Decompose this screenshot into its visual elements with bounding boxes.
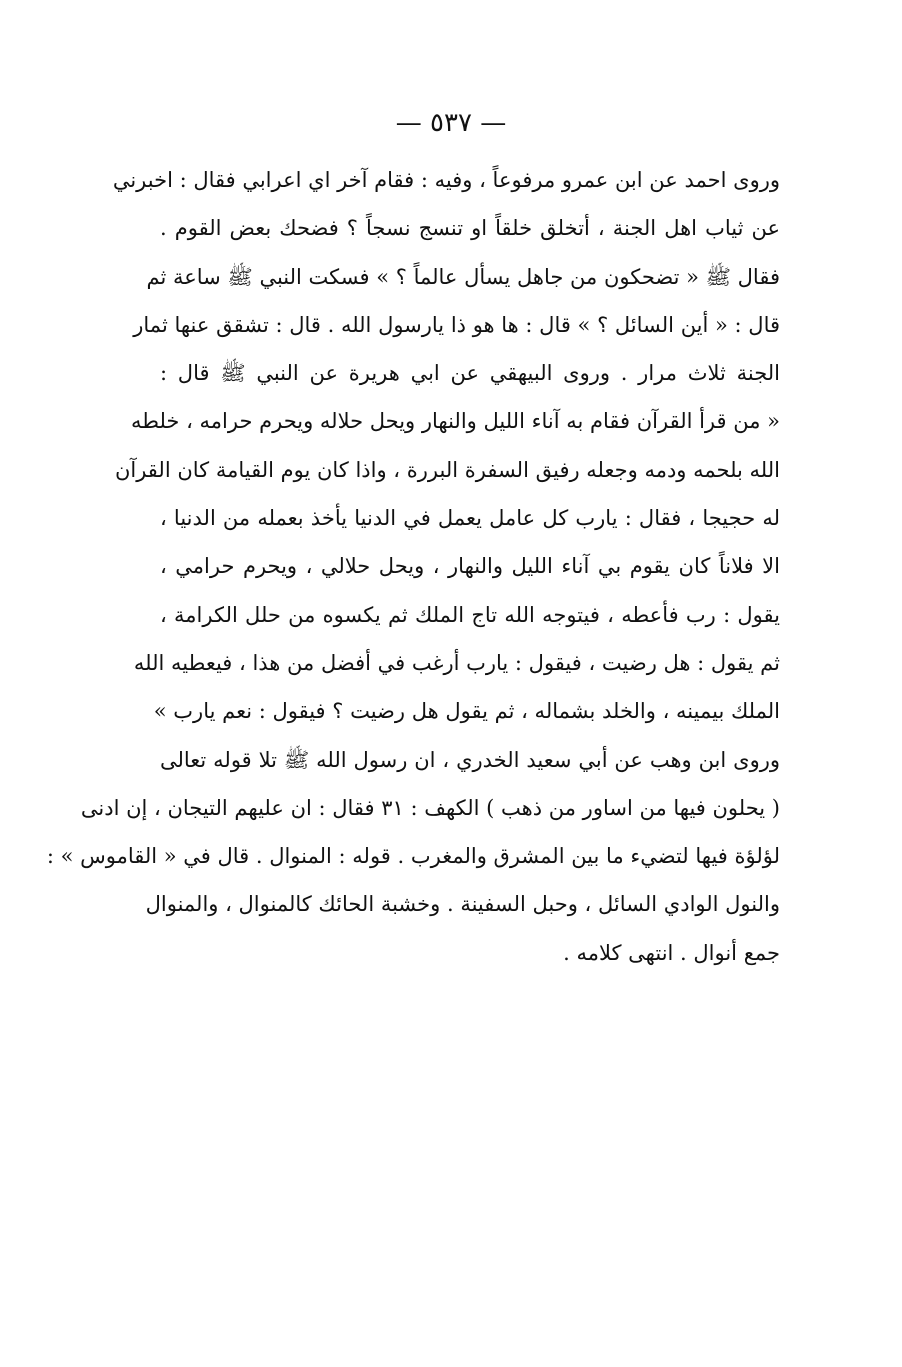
- text-line: الا فلاناً كان يقوم بي آناء الليل والنهار ، ويحل حلالي ، ويحرم حرامي ،: [160, 554, 780, 579]
- text-line: عن ثياب اهل الجنة ، أتخلق خلقاً او تنسج نسجاً ؟ فضحك بعض القوم .: [160, 216, 780, 241]
- text-line: الجنة ثلاث مرار . وروى البيهقي عن ابي هريرة عن النبي ﷺ قال :: [160, 361, 780, 386]
- text-line: والنول الوادي السائل ، وحبل السفينة . وخشبة الحائك كالمنوال ، والمنوال: [145, 892, 780, 917]
- text-line: يقول : رب فأعطه ، فيتوجه الله تاج الملك ثم يكسوه من حلل الكرامة ،: [160, 602, 780, 627]
- text-line: قال : « أين السائل ؟ » قال : ها هو ذا يارسول الله . قال : تشقق عنها ثمار: [133, 312, 780, 337]
- text-line: فقال ﷺ « تضحكون من جاهل يسأل عالماً ؟ » فسكت النبي ﷺ ساعة ثم: [146, 264, 780, 289]
- text-line: الله بلحمه ودمه وجعله رفيق السفرة البررة ، واذا كان يوم القيامة كان القرآن: [114, 457, 780, 482]
- text-line: وروى ابن وهب عن أبي سعيد الخدري ، ان رسول الله ﷺ تلا قوله تعالى: [160, 747, 780, 772]
- text-line: ( يحلون فيها من اساور من ذهب ) الكهف : ٣١ فقال : ان عليهم التيجان ، إن ادنى: [80, 795, 780, 820]
- page-number: — ٥٣٧ —: [395, 108, 507, 138]
- text-line: لؤلؤة فيها لتضيء ما بين المشرق والمغرب . قوله : المنوال . قال في « القاموس » :: [46, 844, 780, 869]
- text-line: وروى احمد عن ابن عمرو مرفوعاً ، وفيه : فقام آخر اي اعرابي فقال : اخبرني: [112, 168, 780, 192]
- text-line: الملك بيمينه ، والخلد بشماله ، ثم يقول هل رضيت ؟ فيقول : نعم يارب »: [153, 699, 780, 724]
- body-text: [46, 156, 780, 977]
- text-line: ثم يقول : هل رضيت ، فيقول : يارب أرغب في أفضل من هذا ، فيعطيه الله: [133, 650, 780, 675]
- text-line: له حجيجا ، فقال : يارب كل عامل يعمل في الدنيا يأخذ بعمله من الدنيا ،: [160, 506, 780, 531]
- text-line: « من قرأ القرآن فقام به آناء الليل والنهار ويحل حلاله ويحرم حرامه ، خلطه: [130, 409, 780, 434]
- text-line: جمع أنوال . انتهى كلامه .: [563, 940, 780, 965]
